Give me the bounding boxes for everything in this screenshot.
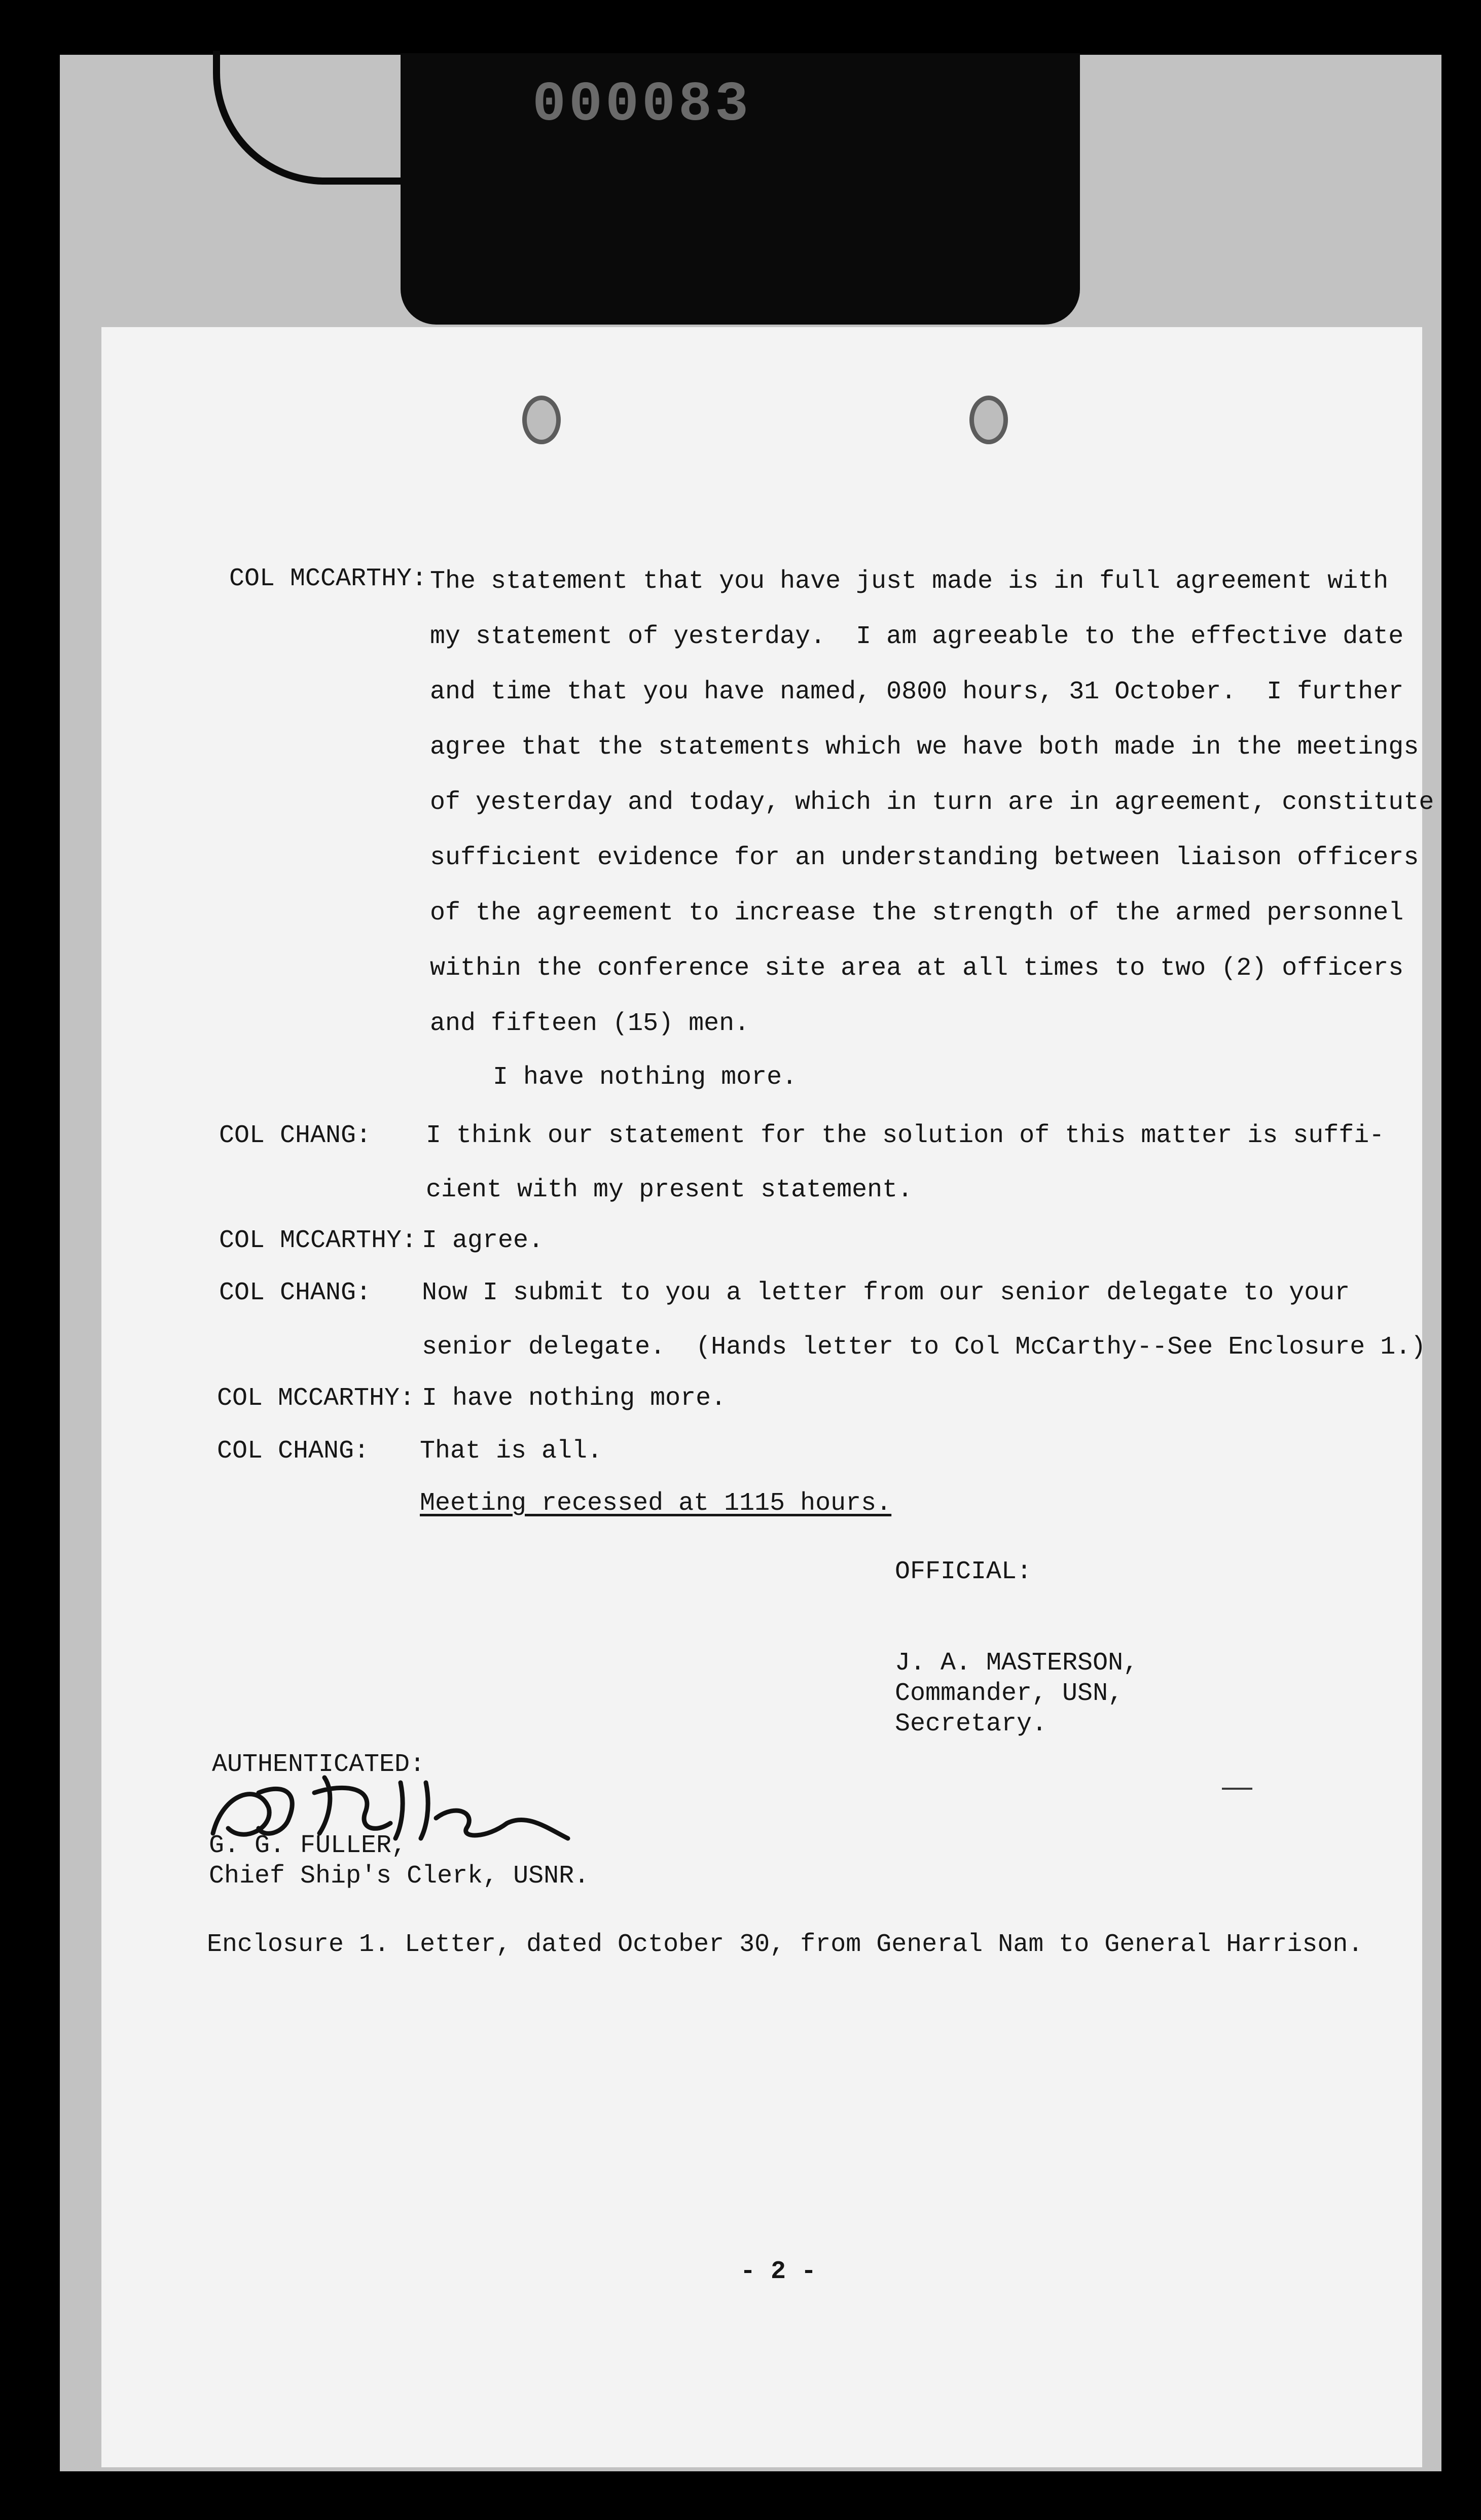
official-label: OFFICIAL: (895, 1557, 1032, 1586)
enclosure-note: Enclosure 1. Letter, dated October 30, from General Nam to General Harrison. (207, 1930, 1363, 1959)
binder-clip (401, 53, 1080, 325)
statement-line: senior delegate. (Hands letter to Col McCarthy--See Enclosure 1.) (422, 1333, 1426, 1362)
speaker-label: COL CHANG: (219, 1121, 372, 1150)
statement-line: within the conference site area at all times to two (2) officers (430, 954, 1404, 983)
statement-line: I think our statement for the solution of this matter is suffi- (426, 1121, 1385, 1150)
statement-line: and fifteen (15) men. (430, 1009, 750, 1038)
margin-mark (1222, 1788, 1252, 1790)
statement-line: That is all. (420, 1437, 603, 1466)
official-name: J. A. MASTERSON, (895, 1649, 1139, 1678)
statement-line: of the agreement to increase the strength of the armed personnel (430, 899, 1404, 928)
statement-closing: I have nothing more. (493, 1063, 798, 1092)
statement-line: my statement of yesterday. I am agreeable to the effective date (430, 622, 1404, 651)
speaker-label: COL MCCARTHY: (217, 1384, 415, 1413)
speaker-label: COL CHANG: (217, 1437, 370, 1466)
speaker-label: COL CHANG: (219, 1279, 372, 1307)
recess-note: Meeting recessed at 1115 hours. (420, 1489, 892, 1518)
punch-hole-right (969, 396, 1008, 444)
statement-line: of yesterday and today, which in turn are in agreement, constitute (430, 788, 1434, 817)
statement-line: The statement that you have just made is in full agreement with (430, 567, 1389, 596)
authenticated-name: G. G. FULLER, (209, 1831, 407, 1860)
statement-line: I have nothing more. (422, 1384, 727, 1413)
statement-line: sufficient evidence for an understanding between liaison officers (430, 843, 1419, 872)
frame-counter: 000083 (532, 74, 752, 137)
official-rank: Commander, USN, (895, 1679, 1124, 1708)
page-number: - 2 - (740, 2257, 817, 2286)
statement-line: Now I submit to you a letter from our senior delegate to your (422, 1279, 1350, 1307)
document-page (101, 327, 1434, 2467)
official-title: Secretary. (895, 1710, 1047, 1738)
punch-hole-left (522, 396, 561, 444)
statement-line: and time that you have named, 0800 hours, 31 October. I further (430, 678, 1404, 706)
statement-line: agree that the statements which we have both made in the meetings (430, 733, 1419, 762)
statement-line: cient with my present statement. (426, 1176, 913, 1204)
speaker-label: COL MCCARTHY: (229, 564, 427, 593)
statement-line: I agree. (422, 1226, 544, 1255)
speaker-label: COL MCCARTHY: (219, 1226, 417, 1255)
authenticated-label: AUTHENTICATED: (212, 1750, 425, 1779)
authenticated-title: Chief Ship's Clerk, USNR. (209, 1862, 590, 1891)
